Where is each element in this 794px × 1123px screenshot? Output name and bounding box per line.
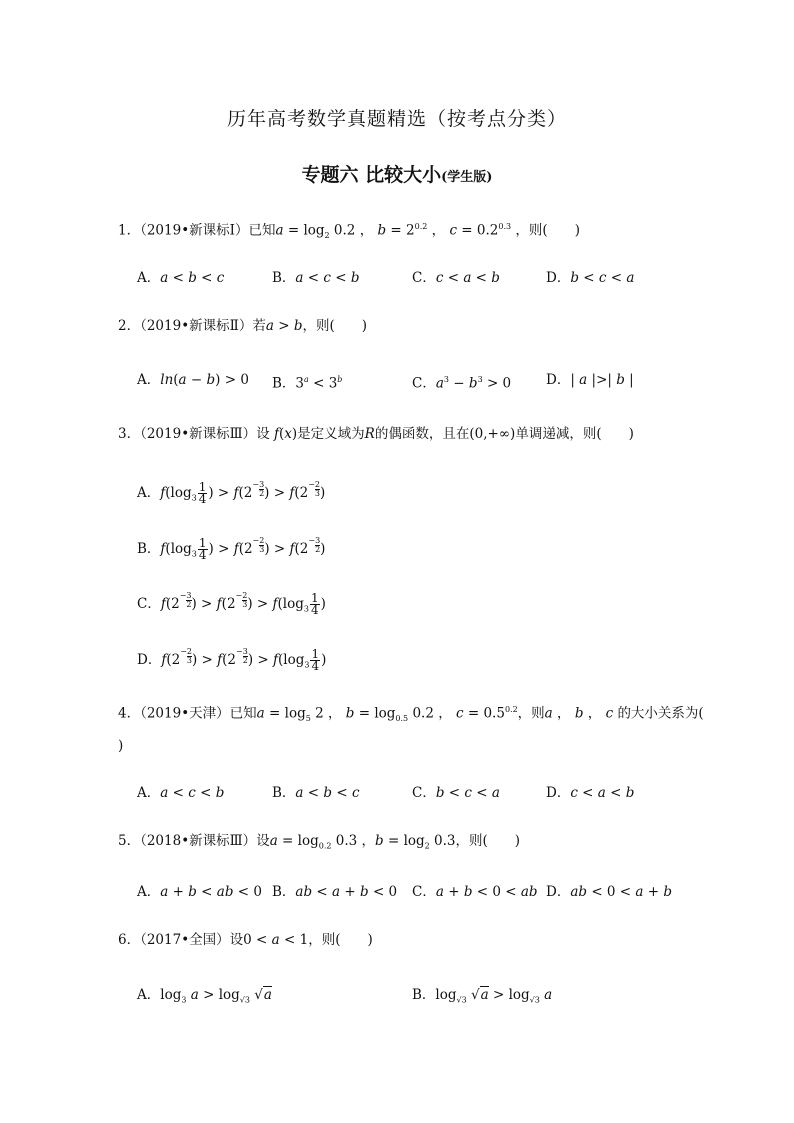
question-source: （2019•新课标Ⅰ） [140, 222, 249, 239]
question-number: 3． [118, 426, 141, 442]
question-2-option-c[interactable]: C．$a^3 - b^3 > 0$ [412, 375, 512, 392]
question-number: 4． [118, 705, 141, 722]
question-5-option-a[interactable]: A．a + b < ab < 0 [137, 884, 262, 900]
question-3-option-b[interactable]: B．$f(\log_3$ $\frac{1}{4}$ ) > f(2− 2 3) > f(2− 3 2) [137, 536, 326, 562]
question-1-option-c[interactable]: C．c < a < b [412, 270, 500, 286]
question-number: 6． [118, 932, 141, 948]
question-5-option-d[interactable]: D．ab < 0 < a + b [546, 884, 673, 900]
topic-title [0, 160, 794, 187]
question-1-stem: 1．（2019•新课标Ⅰ）已知$a = \log_2 0.2$ ， $b = 2^{0.2}$ ， $c = 0.2^{0.3}$ ，则( ) [118, 222, 580, 241]
question-5-option-b[interactable]: B．ab < a + b < 0 [272, 884, 398, 900]
topic-title-edition: (学生版) [441, 170, 493, 185]
question-1-option-a[interactable]: A．a < b < c [137, 270, 225, 286]
question-1-option-b[interactable]: B．a < c < b [272, 270, 360, 286]
question-source: （2019•新课标Ⅲ） [140, 426, 257, 442]
question-source: （2019•天津） [140, 705, 230, 722]
question-number: 2． [118, 318, 141, 334]
question-6-option-a[interactable]: A．$\log_3 a > \log_{√3} √a$ [137, 987, 272, 1005]
question-3-option-a[interactable]: A．$f(\log_3$ $\frac{1}{4}$ ) > f(2− 3 2) > f(2− 2 3) [137, 480, 326, 506]
question-source: （2019•新课标Ⅱ） [140, 318, 253, 334]
question-number: 1． [118, 222, 141, 239]
question-source: （2018•新课标Ⅲ） [140, 833, 257, 849]
question-number: 5． [118, 833, 141, 849]
question-2-option-d[interactable]: D．| a |>| b | [546, 372, 634, 388]
question-5-option-c[interactable]: C．a + b < 0 < ab [412, 884, 538, 900]
topic-title-main: 专题六 比较大小 [301, 164, 442, 186]
question-2-stem: 2．（2019•新课标Ⅱ）若a > b，则( ) [118, 318, 368, 334]
question-4-option-a[interactable]: A．a < c < b [137, 785, 225, 801]
question-6-stem: 6．（2017•全国）设0 < a < 1，则( ) [118, 932, 373, 948]
question-4-option-b[interactable]: B．a < b < c [272, 785, 360, 801]
question-2-option-b[interactable]: B．$3^a < 3^b$ [272, 375, 343, 392]
question-4-option-d[interactable]: D．c < a < b [546, 785, 635, 801]
question-4-option-c[interactable]: C．b < c < a [412, 785, 500, 801]
document-title: 历年高考数学真题精选（按考点分类） [226, 108, 567, 130]
question-4-stem: 4．（2019•天津）已知$a = \log_5 2$ ， $b = \log_{0.5} 0.2$ ， $c = 0.5^{0.2}$，则a ， b ， c 的大小关系为( [118, 705, 704, 724]
question-6-option-b[interactable]: B．$\log_{√3} √a > \log_{√3} a$ [412, 987, 553, 1005]
question-3-option-d[interactable]: D．f(2− 2 3) > f(2− 3 $2) > f(\log_3$ $\frac{1}{4}$ ) [137, 647, 327, 673]
question-3-stem: 3．（2019•新课标Ⅲ）设 f(x)是定义域为R的偶函数，且在(0,+∞)单调递减，则( ) [118, 426, 634, 442]
question-1-option-d[interactable]: D．b < c < a [546, 270, 635, 286]
question-3-option-c[interactable]: C．f(2− 3 2) > f(2− 2 $3) > f(\log_3$ $\frac{1}{4}$ ) [137, 591, 326, 617]
question-4-stem-wrap: ) [118, 738, 124, 754]
question-5-stem: 5．（2018•新课标Ⅲ）设$a = \log_{0.2} 0.3$ ，$b = \log_2 0.3$，则( ) [118, 833, 521, 851]
question-2-option-a[interactable]: A．ln(a − b) > 0 [137, 372, 249, 388]
question-source: （2017•全国） [140, 932, 230, 948]
